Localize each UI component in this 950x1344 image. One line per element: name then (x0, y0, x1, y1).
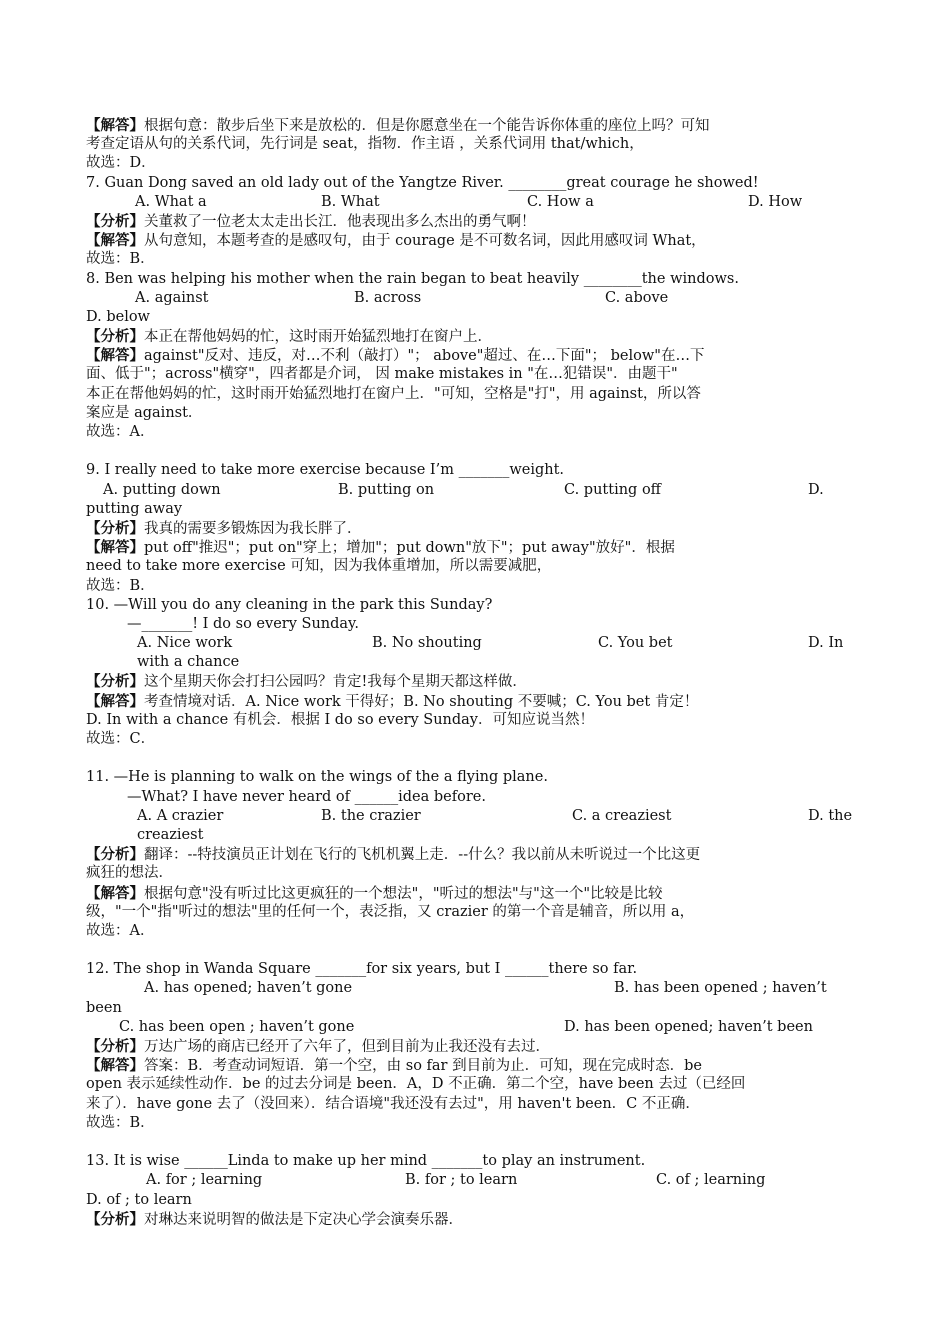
jieda-tag: 【解答】 (86, 884, 144, 902)
option-c: C. You bet (598, 635, 673, 652)
q9-fenxi (86, 519, 866, 538)
q13-stem: 13. It is wise ______Linda to make up her mind _______to play an instrument. (86, 1153, 646, 1170)
q11-jieda-line (86, 884, 866, 903)
q12-answer: 故选：B． (86, 1114, 155, 1131)
jieda-tag: 【解答】 (86, 347, 144, 365)
option-b: B. for ; to learn (405, 1172, 518, 1189)
q12-options-ab (86, 979, 866, 998)
q8-answer: 故选：A． (86, 424, 155, 440)
q10-options (86, 634, 866, 653)
jieda-tag: 【解答】 (86, 692, 144, 710)
q10-jieda-line: D. In with a chance 有机会．根据 I do so every Sunday．可知应说当然！ (86, 711, 594, 728)
option-c: C. a creaziest (572, 807, 672, 824)
q6-jieda-line: 考查定语从句的关系代词，先行词是 seat，指物．作主语 ，关系代词用 that/which， (86, 136, 644, 153)
jieda-text: 答案：B．考查动词短语．第一个空，由 so far 到目前为止．可知，现在完成时态．be (144, 1058, 702, 1075)
jieda-text: against"反对、违反，对…不利（敲打）"； above"超过、在…下面"； below"在…下 (144, 348, 705, 365)
option-c: C. of ; learning (656, 1172, 766, 1189)
q11-option-d-cont: creaziest (137, 826, 204, 843)
q9-jieda-line: need to take more exercise 可知，因为我体重增加，所以需要减肥， (86, 558, 552, 575)
q13-option-d: D. of ; to learn (86, 1191, 192, 1208)
option-c: C. above (605, 289, 669, 306)
fenxi-tag: 【分析】 (86, 519, 144, 537)
q8-fenxi (86, 327, 866, 346)
fenxi-text: 对琳达来说明智的做法是下定决心学会演奏乐器． (144, 1211, 463, 1228)
q11-options (86, 807, 866, 826)
option-a: A. putting down (103, 481, 221, 498)
q8-jieda-line (86, 346, 866, 365)
fenxi-tag: 【分析】 (86, 846, 144, 864)
option-d: D. has been opened; haven’t been (564, 1018, 813, 1035)
q12-stem: 12. The shop in Wanda Square _______for six years, but I ______there so far. (86, 961, 638, 978)
option-b: B. across (354, 289, 422, 306)
q7-fenxi (86, 212, 866, 231)
jieda-tag: 【解答】 (86, 539, 144, 557)
fenxi-text: 翻译：--特技演员正计划在飞行的飞机机翼上走．--什么？我以前从未听说过一个比这更 (144, 847, 701, 864)
jieda-text: 从句意知，本题考查的是感叹句，由于 courage 是不可数名词，因此用感叹词 What， (144, 233, 706, 250)
jieda-text: 根据句意：散步后坐下来是放松的．但是你愿意坐在一个能告诉你体重的座位上吗？可知 (144, 118, 710, 134)
fenxi-text: 万达广场的商店已经开了六年了，但到目前为止我还没有去过． (144, 1039, 550, 1055)
option-d: D. How (748, 193, 803, 210)
q8-jieda-line: 案应是 against． (86, 404, 203, 421)
jieda-tag: 【解答】 (86, 1057, 144, 1075)
q9-answer: 故选：B． (86, 577, 155, 594)
option-a: A. has opened; haven’t gone (144, 980, 353, 997)
option-b: B. the crazier (321, 807, 421, 824)
fenxi-text: 本正在帮他妈妈的忙，这时雨开始猛烈地打在窗户上． (144, 329, 492, 346)
q6-answer: 故选：D． (86, 155, 156, 172)
fenxi-text: 关董救了一位老太太走出长江．他表现出多么杰出的勇气啊！ (144, 213, 536, 230)
q12-jieda-line: 来了）．have gone 去了（没回来）．结合语境"我还没有去过"，用 haven't been．C 不正确． (86, 1095, 700, 1112)
fenxi-text: 这个星期天你会打扫公园吗？肯定!我每个星期天都这样做． (144, 674, 527, 691)
fenxi-tag: 【分析】 (86, 673, 144, 691)
option-a: A. against (135, 289, 209, 306)
fenxi-tag: 【分析】 (86, 1038, 144, 1055)
q10-answer: 故选：C． (86, 731, 156, 747)
option-b: B. putting on (338, 481, 435, 498)
jieda-tag: 【解答】 (86, 117, 144, 134)
jieda-tag: 【解答】 (86, 232, 144, 250)
q10-stem-reply: —_______! I do so every Sunday. (127, 615, 359, 632)
q10-fenxi (86, 672, 866, 691)
q11-fenxi-line: 疯狂的想法． (86, 865, 173, 882)
q8-options (86, 289, 866, 308)
option-a: A. What a (135, 193, 207, 210)
q12-option-b-cont: been (86, 999, 122, 1016)
q8-jieda-line: 本正在帮他妈妈的忙，这时雨开始猛烈地打在窗户上．"可知，空格是"打"，用 against，所以答 (86, 385, 701, 402)
q7-answer: 故选：B． (86, 251, 155, 268)
q12-jieda-line (86, 1056, 866, 1075)
option-b: B. No shouting (372, 635, 482, 652)
q11-stem-reply: —What? I have never heard of ______idea before. (127, 788, 486, 805)
q7-jieda (86, 231, 866, 250)
option-d: D. In (808, 635, 844, 652)
q9-jieda-line (86, 538, 866, 557)
q9-stem: 9. I really need to take more exercise because I’m _______weight. (86, 462, 565, 479)
fenxi-tag: 【分析】 (86, 1210, 144, 1228)
fenxi-tag: 【分析】 (86, 328, 144, 346)
option-a: A. Nice work (137, 635, 233, 652)
q13-options (86, 1171, 866, 1190)
jieda-text: 根据句意"没有听过比这更疯狂的一个想法"，"听过的想法"与"这一个"比较是比较 (144, 885, 663, 902)
option-a: A. for ; learning (146, 1172, 263, 1189)
q11-fenxi-line (86, 845, 866, 864)
option-d: D. the (808, 807, 853, 824)
q7-stem: 7. Guan Dong saved an old lady out of the Yangtze River. ________great courage he showed! (86, 174, 759, 191)
fenxi-text: 我真的需要多锻炼因为我长胖了． (144, 520, 362, 537)
q11-jieda-line: 级，"一个"指"听过的想法"里的任何一个，表泛指，又 crazier 的第一个音是辅音，所以用 a， (86, 903, 695, 920)
option-c: C. How a (527, 193, 594, 210)
q9-options (86, 481, 866, 500)
q10-jieda-line (86, 692, 866, 711)
q12-jieda-line: open 表示延续性动作．be 的过去分词是 been．A，D 不正确．第二个空，have been 去过（已经回 (86, 1076, 746, 1093)
q10-stem: 10. —Will you do any cleaning in the park this Sunday? (86, 596, 493, 613)
option-b: B. has been opened ; haven’t (614, 980, 827, 997)
q7-options (86, 193, 866, 212)
jieda-text: 考查情境对话．A. Nice work 干得好；B. No shouting 不要喊；C. You bet 肯定！ (144, 693, 699, 710)
jieda-text: put off"推迟"；put on"穿上；增加"；put down"放下"；put away"放好"．根据 (144, 540, 675, 557)
option-d: D. (808, 481, 824, 498)
option-a: A. A crazier (137, 807, 224, 824)
option-b: B. What (321, 193, 380, 210)
option-c: C. has been open ; haven’t gone (119, 1018, 355, 1035)
document-page (86, 116, 866, 1229)
option-c: C. putting off (564, 481, 661, 498)
q13-fenxi (86, 1210, 866, 1229)
fenxi-tag: 【分析】 (86, 212, 144, 230)
q10-option-d-cont: with a chance (137, 654, 240, 671)
q8-option-d: D. below (86, 308, 150, 325)
q9-option-d-cont: putting away (86, 500, 183, 517)
q6-jieda-line (86, 116, 866, 135)
q11-stem: 11. —He is planning to walk on the wings of the a flying plane. (86, 769, 548, 786)
q12-fenxi (86, 1037, 866, 1056)
q11-answer: 故选：A． (86, 922, 155, 939)
q12-options-cd (86, 1018, 866, 1037)
q8-jieda-line: 面、低于"；across"横穿"，四者都是介词， 因 make mistakes in "在…犯错误"．由题干" (86, 366, 678, 383)
q8-stem: 8. Ben was helping his mother when the rain began to beat heavily ________the windows. (86, 270, 739, 287)
